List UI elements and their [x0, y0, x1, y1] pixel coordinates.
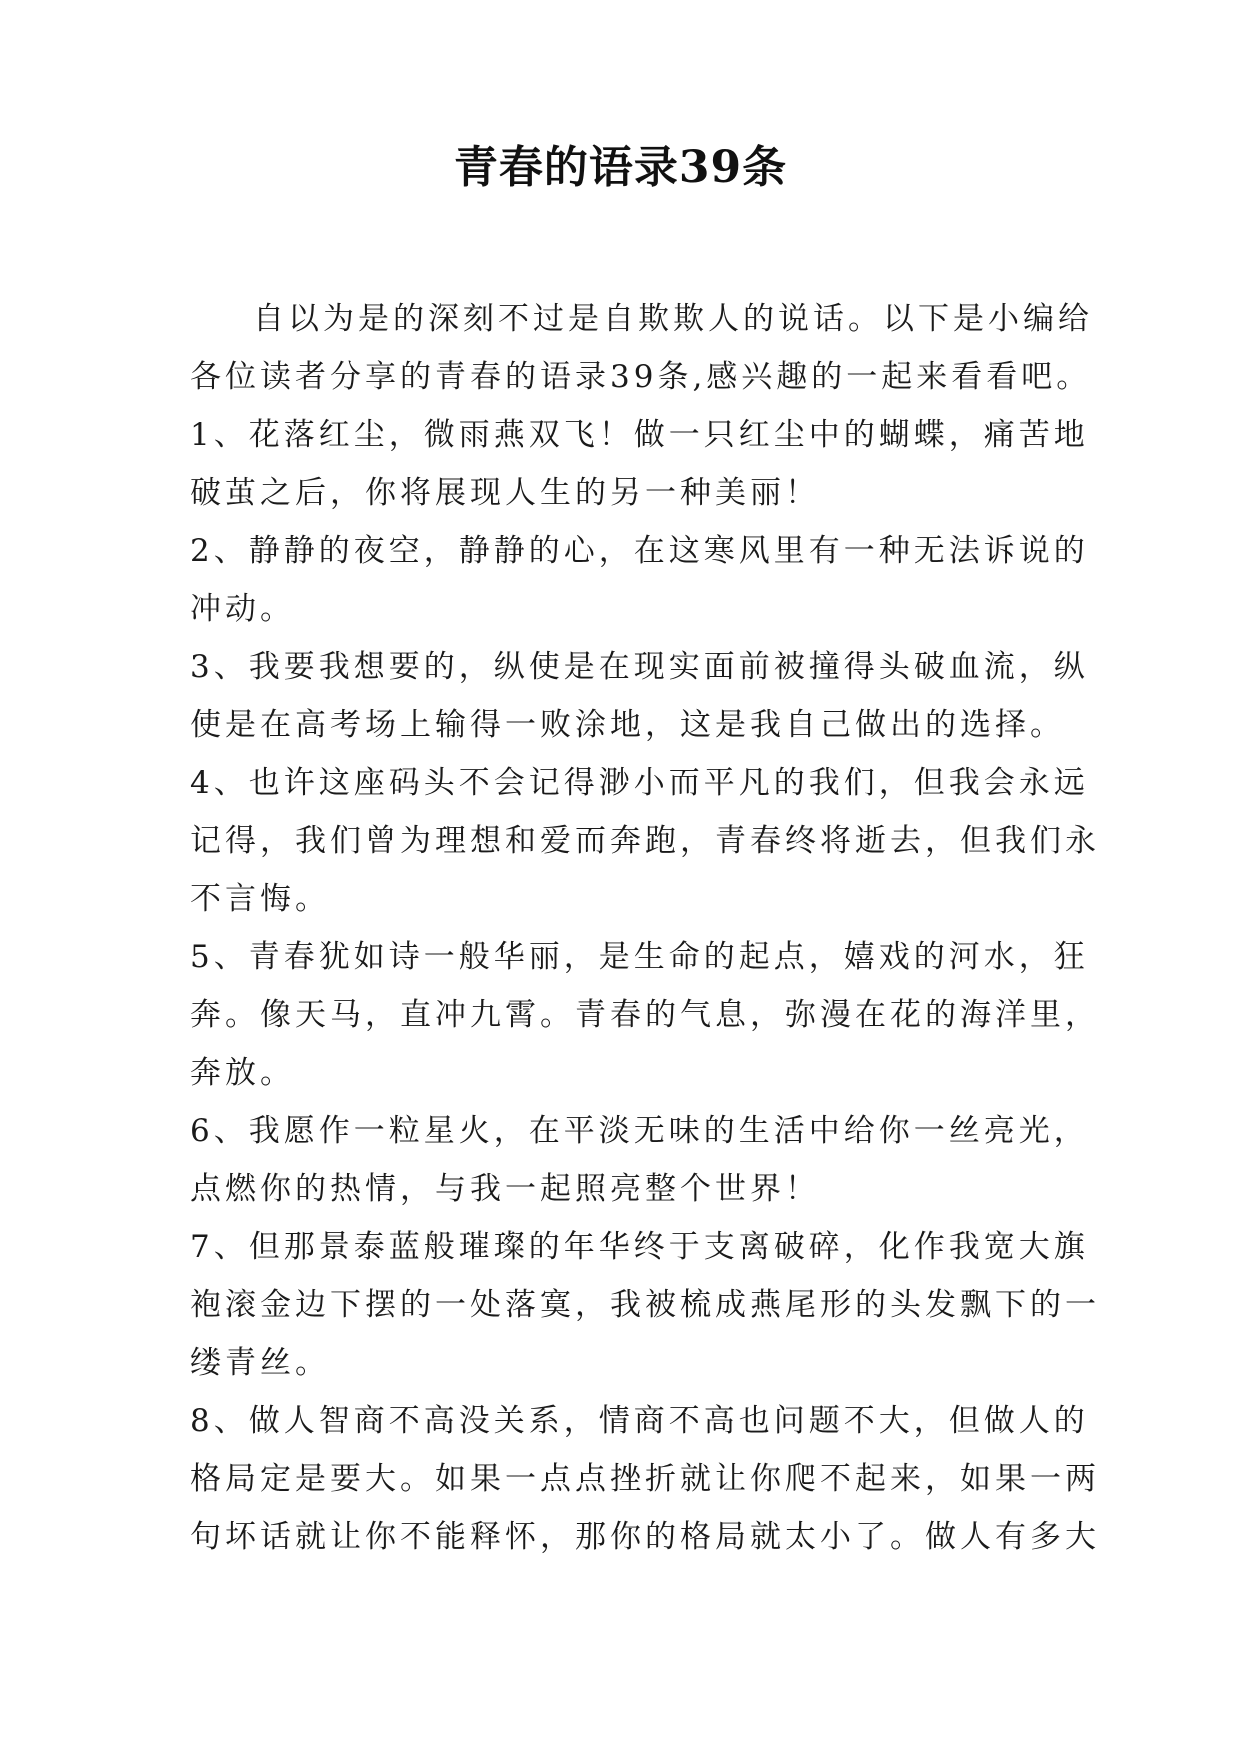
quote-line: 4、也许这座码头不会记得渺小而平凡的我们，但我会永远 — [190, 765, 1089, 801]
quote-line: 3、我要我想要的，纵使是在现实面前被撞得头破血流，纵 — [190, 649, 1089, 685]
intro-paragraph — [190, 290, 1093, 406]
quote-line: 破茧之后，你将展现人生的另一种美丽！ — [190, 475, 820, 511]
quote-item-4 — [190, 754, 1100, 928]
quote-line: 6、我愿作一粒星火，在平淡无味的生活中给你一丝亮光， — [190, 1113, 1089, 1149]
quote-item-5 — [190, 928, 1100, 1102]
quote-line: 8、做人智商不高没关系，情商不高也问题不大，但做人的 — [190, 1403, 1089, 1439]
document-title: 青春的语录39条 — [453, 142, 788, 193]
quote-line: 句坏话就让你不能释怀，那你的格局就太小了。做人有多大 — [190, 1519, 1100, 1555]
quote-item-7 — [190, 1218, 1100, 1392]
quote-item-3 — [190, 638, 1089, 754]
quote-line: 缕青丝。 — [190, 1345, 330, 1381]
document-body — [190, 290, 1100, 1566]
quote-item-8 — [190, 1392, 1100, 1566]
quote-line: 记得，我们曾为理想和爱而奔跑，青春终将逝去，但我们永 — [190, 823, 1100, 859]
quote-line: 5、青春犹如诗一般华丽，是生命的起点，嬉戏的河水，狂 — [190, 939, 1089, 975]
quote-line: 使是在高考场上输得一败涂地，这是我自己做出的选择。 — [190, 707, 1065, 743]
quote-line: 2、静静的夜空，静静的心，在这寒风里有一种无法诉说的 — [190, 533, 1089, 569]
intro-line: 各位读者分享的青春的语录39条,感兴趣的一起来看看吧。 — [190, 359, 1092, 395]
quote-line: 奔放。 — [190, 1055, 295, 1091]
quote-line: 不言悔。 — [190, 881, 330, 917]
quote-item-2 — [190, 522, 1089, 638]
quote-line: 袍滚金边下摆的一处落寞，我被梳成燕尾形的头发飘下的一 — [190, 1287, 1100, 1323]
quote-line: 格局定是要大。如果一点点挫折就让你爬不起来，如果一两 — [190, 1461, 1100, 1497]
quote-item-6 — [190, 1102, 1089, 1218]
quote-item-1 — [190, 406, 1089, 522]
quote-line: 冲动。 — [190, 591, 295, 627]
quote-line: 1、花落红尘，微雨燕双飞！做一只红尘中的蝴蝶，痛苦地 — [190, 417, 1089, 453]
intro-line: 自以为是的深刻不过是自欺欺人的说话。以下是小编给 — [253, 301, 1093, 337]
quote-line: 奔。像天马，直冲九霄。青春的气息，弥漫在花的海洋里， — [190, 997, 1100, 1033]
quote-line: 点燃你的热情，与我一起照亮整个世界！ — [190, 1171, 820, 1207]
quote-line: 7、但那景泰蓝般璀璨的年华终于支离破碎，化作我宽大旗 — [190, 1229, 1089, 1265]
